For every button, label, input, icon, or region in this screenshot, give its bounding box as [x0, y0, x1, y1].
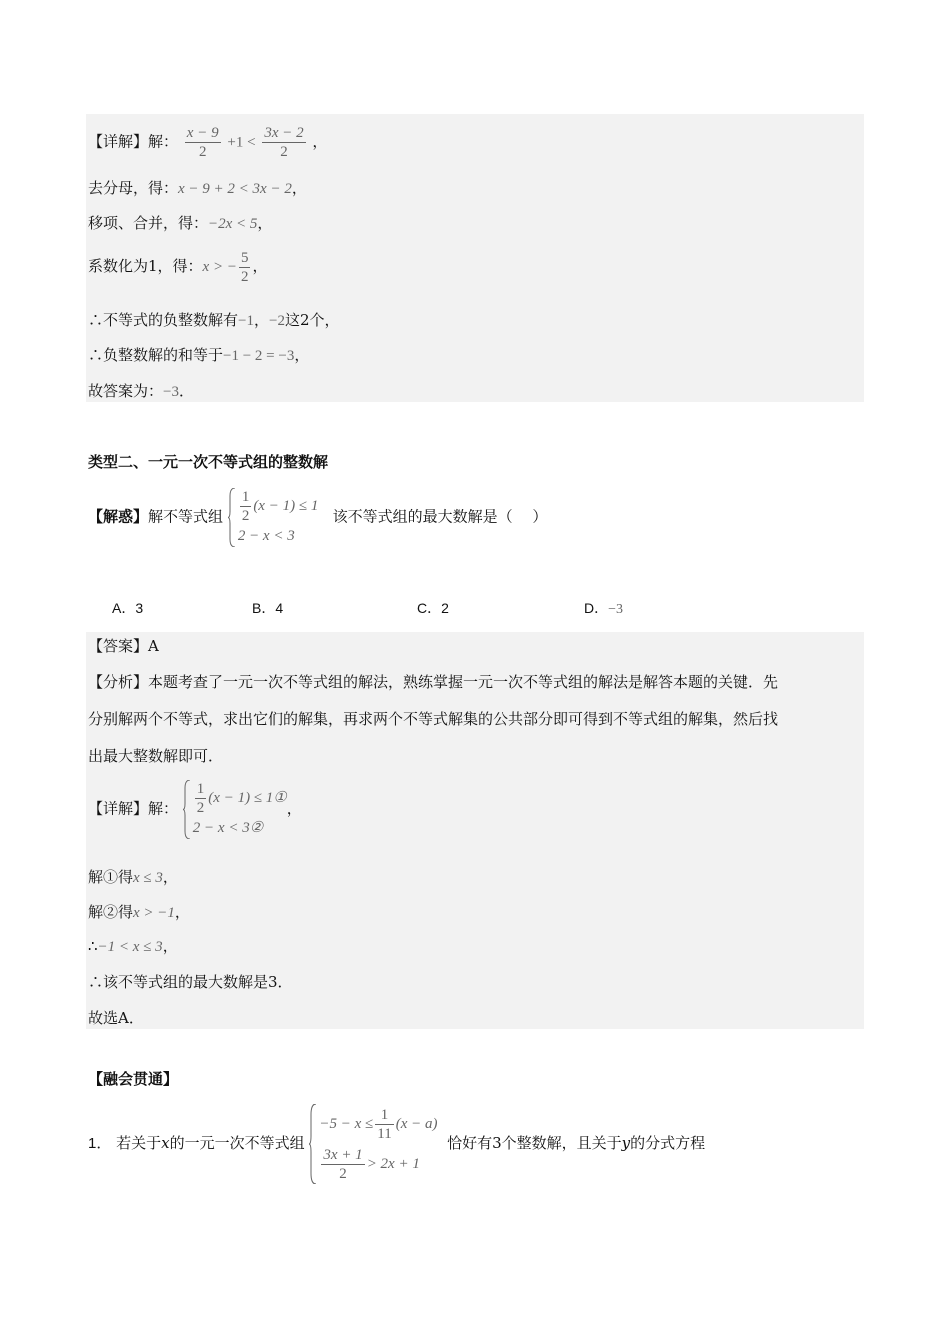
- problem-1: [88, 1104, 705, 1184]
- problem-1-frac-3x-num: 3x + 1: [323, 1147, 363, 1164]
- detail-row-1: [193, 780, 287, 817]
- fraction-a-den: 2: [198, 144, 207, 160]
- option-c[interactable]: [417, 598, 449, 618]
- detail-line-2: [88, 780, 302, 839]
- step-6-tail: ．: [178, 382, 194, 400]
- problem-1-var-x: x: [161, 1134, 170, 1152]
- problem-1-text-before: 若关于: [116, 1134, 162, 1152]
- option-d-letter: D．: [584, 600, 609, 616]
- answer-line: 【答案】A: [88, 637, 159, 655]
- step-1: [88, 177, 307, 200]
- step-1-text: 去分母，得：: [88, 179, 179, 197]
- solve-2-math: x > −1: [133, 905, 175, 921]
- step-5-text: ∴负整数解的和等于: [88, 346, 224, 364]
- step-3: [88, 246, 267, 287]
- problem-1-row-2: [319, 1144, 437, 1184]
- step-6: [88, 380, 194, 403]
- solve-4: ∴该不等式组的最大数解是3．: [88, 973, 293, 991]
- solve-2-text: 解②得: [88, 903, 134, 921]
- solve-1: [88, 866, 178, 889]
- detail-half-den: 2: [196, 800, 205, 816]
- step-2: [88, 212, 272, 235]
- step-1-tail: ，: [291, 179, 307, 197]
- detail-label-2: 【详解】解：: [88, 799, 179, 818]
- step-3-math: x > −: [202, 259, 237, 275]
- step-4-m1: −1: [238, 313, 254, 329]
- step-3-text: 系数化为1，得：: [88, 257, 203, 275]
- question-row-1-rest: (x − 1) ≤ 1: [253, 497, 319, 514]
- problem-1-text-mid: 的一元一次不等式组: [169, 1134, 305, 1152]
- analysis-line-1: 【分析】本题考查了一元一次不等式组的解法，熟练掌握一元一次不等式组的解法是解答本题的关键．先: [88, 673, 779, 691]
- analysis-line-3: 出最大整数解即可．: [88, 747, 224, 765]
- solve-1-text: 解①得: [88, 868, 134, 886]
- solve-1-tail: ，: [162, 868, 178, 886]
- section-3-title: 【融会贯通】: [88, 1070, 179, 1088]
- brace-icon: [183, 780, 191, 839]
- fraction-5-2-num: 5: [240, 249, 249, 266]
- detail-label: 【详解】解：: [88, 132, 179, 151]
- detail-row-2: 2 − x < 3②: [192, 820, 264, 836]
- detail-system: [183, 780, 287, 839]
- solve-3-tail: ，: [162, 937, 178, 955]
- option-a[interactable]: [112, 598, 143, 618]
- step-5-tail: ，: [294, 346, 310, 364]
- detail-half-num: 1: [196, 781, 205, 797]
- question-system: [228, 488, 319, 547]
- option-b-value: 4: [275, 600, 284, 616]
- step-5-math: −1 − 2 = −3: [223, 348, 295, 364]
- step-4: [88, 309, 340, 332]
- solve-2-tail: ，: [174, 903, 190, 921]
- detail-row-1-rest: (x − 1) ≤ 1①: [208, 789, 287, 806]
- fraction-b-den: 2: [280, 144, 288, 160]
- question-text-before: 解不等式组: [148, 507, 224, 526]
- option-b[interactable]: [252, 598, 283, 618]
- problem-1-frac-1-11-num: 1: [375, 1106, 393, 1125]
- problem-1-frac-3x: [321, 1146, 364, 1183]
- question-half-den: 2: [241, 508, 250, 524]
- problem-1-frac-1-11-den: 11: [377, 1126, 392, 1143]
- section-2-title: 类型二、一元一次不等式组的整数解: [88, 453, 329, 471]
- problem-1-text-end: 的分式方程: [630, 1134, 706, 1152]
- problem-1-row-1: [319, 1104, 437, 1144]
- problem-1-var-y: y: [621, 1134, 631, 1152]
- option-a-value: 3: [135, 600, 144, 616]
- solve-5: 故选A．: [88, 1009, 144, 1027]
- ineq-mid: +1 <: [227, 134, 256, 151]
- fraction-b: [262, 124, 305, 161]
- step-4-m2: −2: [269, 313, 285, 329]
- step-4-text: ∴不等式的负整数解有: [88, 311, 239, 329]
- analysis-line-2: 分别解两个不等式，求出它们的解集，再求两个不等式解集的公共部分即可得到不等式组的解集，然后找: [88, 710, 779, 728]
- problem-1-row-1-left: −5 − x ≤: [319, 1116, 374, 1132]
- option-a-letter: A．: [112, 600, 136, 616]
- option-c-letter: C．: [417, 600, 442, 616]
- question-row-1: [238, 488, 319, 525]
- brace-icon: [228, 488, 236, 547]
- problem-1-row-1-rest: (x − a): [395, 1116, 438, 1132]
- solve-3-text: ∴: [88, 937, 98, 955]
- problem-1-row-2-rest: > 2x + 1: [366, 1156, 420, 1172]
- question-row-2: 2 − x < 3: [237, 528, 295, 544]
- question-text-after: 该不等式组的最大数解是（ ）: [332, 507, 548, 526]
- question-half-num: 1: [241, 489, 250, 505]
- problem-1-number: 1．: [88, 1135, 112, 1152]
- fraction-5-2: [239, 249, 251, 286]
- detail-line-1: [88, 124, 327, 161]
- fraction-a-num: x − 9: [186, 125, 219, 141]
- problem-1-frac-1-11: [375, 1106, 393, 1143]
- solve-3-math: −1 < x ≤ 3: [97, 939, 163, 955]
- solve-2: [88, 901, 190, 924]
- step-3-tail: ，: [252, 257, 268, 275]
- step-5: [88, 344, 309, 367]
- fraction-5-2-den: 2: [240, 268, 249, 285]
- option-c-value: 2: [441, 600, 449, 616]
- detail-half: [195, 780, 207, 817]
- question-half: [240, 488, 252, 525]
- solve-3: [88, 935, 178, 958]
- detail-sys-tail: ，: [286, 799, 302, 818]
- step-2-tail: ，: [257, 214, 273, 232]
- step-1-math: x − 9 + 2 < 3x − 2: [178, 181, 292, 197]
- ineq-tail: ，: [312, 132, 328, 151]
- step-6-text: 故答案为：: [88, 382, 164, 400]
- fraction-b-num: 3x − 2: [264, 125, 304, 141]
- option-b-letter: B．: [252, 600, 276, 616]
- step-4-tail: 这2个，: [284, 311, 340, 329]
- fraction-a: [185, 124, 221, 161]
- problem-1-system: [309, 1104, 437, 1184]
- step-4-sep: ，: [253, 311, 269, 329]
- problem-1-frac-3x-den: 2: [339, 1166, 347, 1183]
- question-label: 【解惑】: [88, 507, 149, 526]
- step-6-math: −3: [163, 384, 179, 400]
- step-2-text: 移项、合并，得：: [88, 214, 209, 232]
- option-d[interactable]: [584, 598, 623, 618]
- solve-1-math: x ≤ 3: [133, 870, 163, 886]
- option-d-value: −3: [608, 602, 624, 617]
- brace-icon: [309, 1104, 317, 1184]
- step-2-math: −2x < 5: [208, 216, 258, 232]
- problem-1-text-after: 恰好有3个整数解，且关于: [447, 1134, 622, 1152]
- question: [88, 488, 547, 547]
